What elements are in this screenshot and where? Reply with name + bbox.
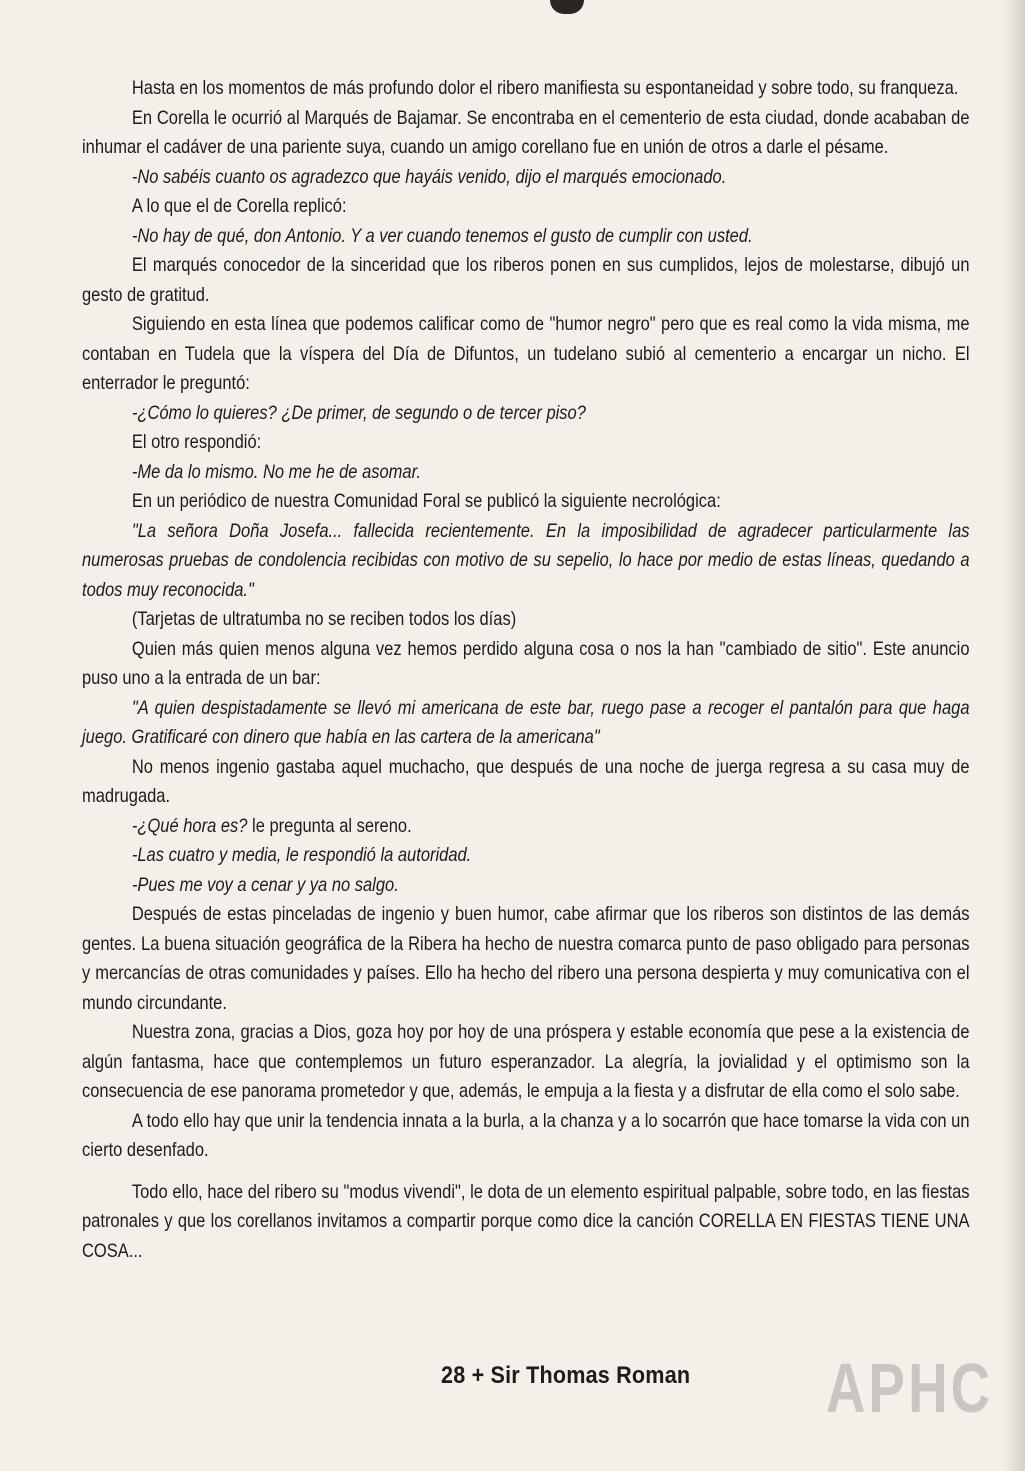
paragraph: A lo que el de Corella replicó: xyxy=(131,196,347,217)
paragraph: Siguiendo en esta línea que podemos calificar como de "humor negro" pero que es real como la vida misma, me contaban en Tudela que la víspera del Día de Difuntos, un tudelano subió al cementerio a encargar un nicho. El enterrador le preguntó: xyxy=(82,314,970,394)
paragraph: Después de estas pinceladas de ingenio y buen humor, cabe afirmar que los riberos son distintos de las demás gentes. La buena situación geográfica de la Ribera ha hecho de nuestra comarca punto de paso obligado para personas y mercancías de otras comunidades y países. Ello ha hecho del ribero una persona despierta y muy comunicativa con el mundo circundante. xyxy=(82,904,970,1014)
page-footer: 28 + Sir Thomas Roman xyxy=(441,1362,691,1389)
aphc-watermark: APHC xyxy=(826,1349,994,1427)
dialogue-question: -¿Qué hora es? xyxy=(131,815,248,837)
paragraph: Nuestra zona, gracias a Dios, goza hoy por hoy de una próspera y estable economía que pese a la existencia de algún fantasma, hace que contemplemos un futuro esperanzador. La alegría, la jovialidad y el optimismo son la consecuencia de ese panorama prometedor y que, además, le empuja a la fiesta y a disfrutar de ella como el solo sabe. xyxy=(82,1022,970,1102)
dialogue-line: -Las cuatro y media, le respondió la autoridad. xyxy=(131,845,472,866)
dialogue-line: -No hay de qué, don Antonio. Y a ver cuando tenemos el gusto de cumplir con usted. xyxy=(131,225,753,247)
quoted-notice: "La señora Doña Josefa... fallecida recientemente. En la imposibilidad de agradecer particularmente las numerosas pruebas de condolencia recibidas con motivo de su sepelio, lo hace por medio de estas líneas, quedando a todos muy reconocida." xyxy=(82,520,970,601)
top-edge-mark xyxy=(550,0,584,14)
dialogue-line xyxy=(82,812,970,842)
page-edge-shadow xyxy=(1003,0,1025,1471)
paragraph: Todo ello, hace del ribero su "modus vivendi", le dota de un elemento espiritual palpable, sobre todo, en las fiestas patronales y que los corellanos invitamos a compartir porque como dice la canción CORELLA EN FIESTAS TIENE UNA COSA... xyxy=(82,1181,970,1262)
paragraph: A todo ello hay que unir la tendencia innata a la burla, a la chanza y a lo socarrón que hace tomarse la vida con un cierto desenfado. xyxy=(82,1110,970,1161)
paragraph: No menos ingenio gastaba aquel muchacho, que después de una noche de juerga regresa a su casa muy de madrugada. xyxy=(82,756,970,807)
paragraph: Hasta en los momentos de más profundo dolor el ribero manifiesta su espontaneidad y sobre todo, su franqueza. xyxy=(131,78,959,99)
paragraph: (Tarjetas de ultratumba no se reciben todos los días) xyxy=(131,609,517,630)
paragraph: En un periódico de nuestra Comunidad Foral se publicó la siguiente necrológica: xyxy=(131,491,721,512)
paragraph: El marqués conocedor de la sinceridad que los riberos ponen en sus cumplidos, lejos de molestarse, dibujó un gesto de gratitud. xyxy=(82,255,970,306)
paragraph: Quien más quien menos alguna vez hemos perdido alguna cosa o nos la han "cambiado de sitio". Este anuncio puso uno a la entrada de un bar: xyxy=(82,638,970,689)
dialogue-line: -¿Cómo lo quieres? ¿De primer, de segundo o de tercer piso? xyxy=(131,402,586,424)
article-body xyxy=(82,74,970,1266)
dialogue-line: -Me da lo mismo. No me he de asomar. xyxy=(131,461,422,483)
dialogue-line: -No sabéis cuanto os agradezco que hayáis venido, dijo el marqués emocionado. xyxy=(131,166,727,188)
paragraph: En Corella le ocurrió al Marqués de Bajamar. Se encontraba en el cementerio de esta ciudad, donde acababan de inhumar el cadáver de una pariente suya, cuando un amigo corellano fue en unión de otros a darle el pésame. xyxy=(82,107,970,158)
paragraph: El otro respondió: xyxy=(131,432,262,453)
dialogue-line: -Pues me voy a cenar y ya no salgo. xyxy=(131,874,399,896)
dialogue-tag: le pregunta al sereno. xyxy=(247,815,412,837)
quoted-notice: "A quien despistadamente se llevó mi americana de este bar, ruego pase a recoger el pantalón para que haga juego. Gratificaré con dinero que había en las cartera de la americana" xyxy=(82,697,970,748)
